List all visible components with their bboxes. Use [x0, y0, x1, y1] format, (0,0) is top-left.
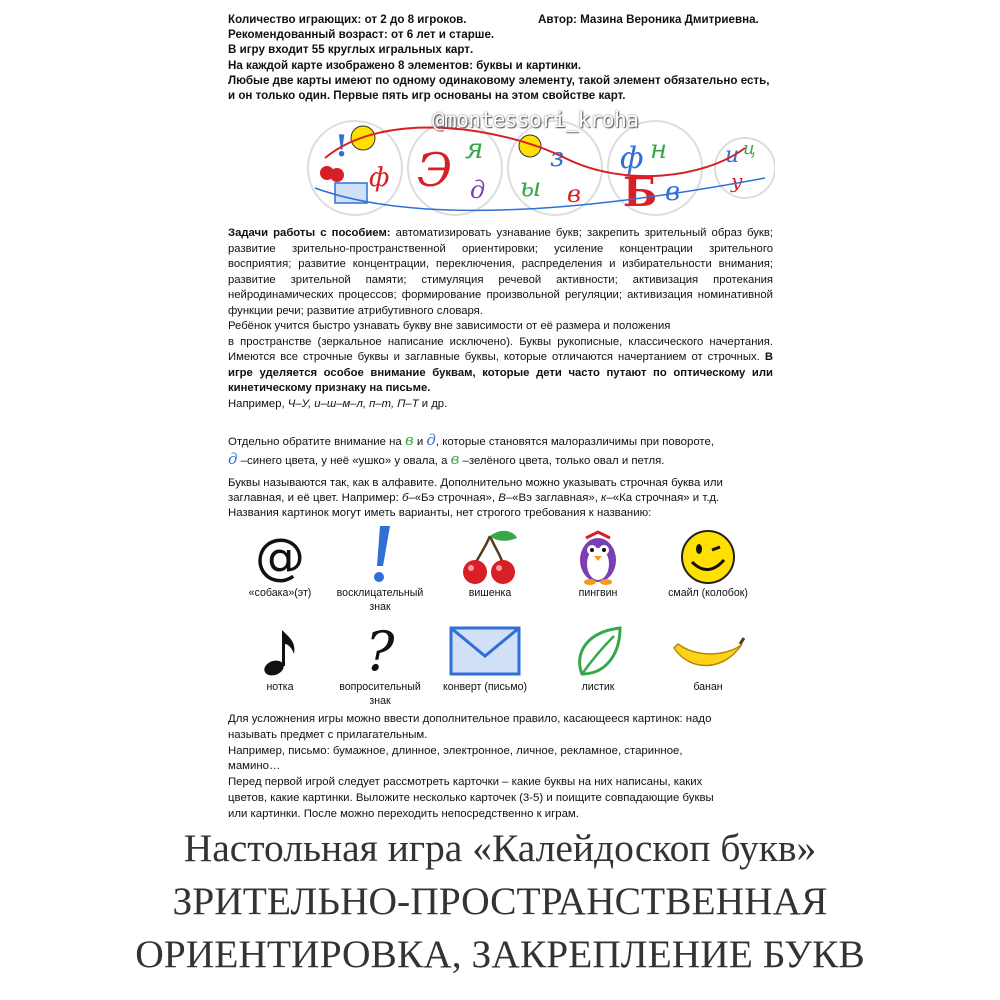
cards-illustration	[305, 118, 775, 218]
picture-question	[328, 620, 432, 708]
bottom-p3-line1: Перед первой игрой следует рассмотреть карточки – какие буквы на них написаны, каких	[228, 776, 703, 789]
picture-smiley	[656, 528, 760, 600]
picture-envelope	[433, 622, 537, 694]
cherry-icon	[455, 528, 525, 586]
exclamation-icon	[350, 522, 410, 586]
svg-text:я: я	[465, 132, 484, 165]
svg-text:у: у	[731, 169, 743, 193]
bottom-p1-line1: Для усложнения игры можно ввести дополнительное правило, касающееся картинок: надо	[228, 713, 712, 725]
picture-label: конверт (письмо)	[442, 681, 528, 693]
picture-penguin	[546, 528, 650, 600]
intro-block	[228, 12, 776, 103]
note-text-a: Отдельно обратите внимание на	[228, 436, 405, 448]
learn-paragraph	[228, 335, 773, 397]
example-prefix: Например,	[228, 397, 288, 410]
leaf-icon	[568, 624, 628, 680]
example-suffix: и др.	[418, 397, 448, 410]
bottom-block	[228, 712, 773, 823]
footer-line-2: ЗРИТЕЛЬНО-ПРОСТРАНСТВЕННАЯ	[172, 879, 828, 923]
elements-desc: На каждой карте изображено 8 элементов: буквы и картинки.	[228, 58, 582, 72]
svg-text:и: и	[725, 143, 740, 168]
card-circle-2	[408, 121, 502, 215]
cards-count	[228, 42, 776, 57]
picture-label: смайл (колобок)	[668, 587, 748, 599]
example-line	[228, 397, 773, 413]
question-icon	[350, 620, 410, 680]
names-text-d: –«Ка строчная» и т.д.	[606, 492, 720, 505]
note-line-1	[228, 432, 773, 451]
at-sign-icon	[250, 528, 310, 586]
tasks-paragraph	[228, 226, 773, 319]
note-text-c: –синего цвета, у неё «ушко» у овала, а	[237, 455, 451, 467]
pictures-grid	[228, 528, 776, 708]
footer-line-1: Настольная игра «Калейдоскоп букв»	[183, 826, 817, 870]
picture-label: нотка	[266, 681, 294, 693]
names-line-2	[228, 491, 773, 506]
svg-text:в: в	[567, 180, 581, 208]
picture-exclamation	[328, 522, 432, 614]
svg-text:?: ?	[365, 620, 395, 680]
music-note-icon	[250, 624, 310, 680]
tasks-text: автоматизировать узнавание букв; закрепить зрительный образ букв; развитие зрительно-пространственной ориентировки; усиление концентрации зрительного восприятия; развитие концентрации, переключения, распределения и избирательности внимания; развитие зрительной памяти; стимуляция речевой активности; активизация протекания нейродинамических процессов; формирование произвольной регуляции; активизация номинативной функции речи; развитие атрибутивного словаря.	[228, 227, 773, 317]
picture-leaf	[546, 624, 650, 694]
card-circle-4	[608, 121, 702, 216]
picture-label: листик	[581, 681, 615, 693]
note-line-2	[228, 451, 773, 470]
picture-note	[228, 624, 332, 694]
footer-title	[0, 822, 1000, 981]
age-recommendation: Рекомендованный возраст: от 6 лет и старше.	[228, 28, 495, 42]
banana-icon	[670, 624, 746, 680]
naming-block	[228, 476, 773, 522]
svg-text:ф: ф	[620, 141, 644, 176]
envelope-icon	[447, 622, 523, 680]
svg-text:Э: Э	[417, 143, 453, 197]
svg-text:н: н	[650, 135, 668, 165]
watermark: @montessori_kroha	[432, 108, 639, 132]
svg-text:ф: ф	[369, 163, 390, 193]
blue-letter-d-2: д	[228, 450, 238, 468]
svg-text:в: в	[665, 177, 681, 207]
players-count: Количество играющих: от 2 до 8 игроков.	[228, 13, 467, 26]
note-text-b: , которые становятся малоразличимы при повороте,	[435, 436, 715, 448]
picture-label: банан	[693, 681, 723, 693]
card-circle-5	[715, 138, 775, 198]
names-text-a: заглавная, и её цвет. Например:	[228, 492, 402, 505]
learn-line-1: Ребёнок учится быстро узнавать букву вне зависимости от её размера и положения	[228, 320, 671, 332]
picture-label: «собака»(эт)	[248, 587, 312, 599]
author: Автор: Мазина Вероника Дмитриевна.	[538, 13, 759, 26]
names-letter-2: В	[498, 492, 506, 505]
svg-text:Б: Б	[623, 169, 658, 216]
rule-line-2: и он только один. Первые пять игр основаны на этом свойстве карт.	[228, 89, 626, 103]
rule-line-1: Любые две карты имеют по одному одинаковому элементу, такой элемент обязательно есть,	[228, 73, 770, 87]
picture-cherry	[438, 528, 542, 600]
bottom-p1-line2: называть предмет с прилагательным.	[228, 728, 428, 741]
example-letters: Ч–У, и–ш–м–л, п–т, П–Т	[287, 397, 419, 410]
names-text-b: –«Бэ строчная»,	[408, 492, 499, 505]
tasks-heading: Задачи работы с пособием:	[228, 227, 391, 239]
picture-at	[228, 528, 332, 600]
svg-text:!: !	[335, 129, 349, 164]
green-letter-v: в	[404, 431, 414, 449]
learn-text: в пространстве (зеркальное написание исключено). Буквы рукописные, классического начертания. Имеются все строчные буквы и заглавные буквы, которые отличаются начертанием от строчных.	[228, 335, 773, 363]
picture-banana	[656, 624, 760, 694]
cards-suffix: .	[469, 43, 474, 57]
blue-letter-d: д	[426, 431, 436, 449]
note-and: и	[413, 436, 427, 448]
learn-bold: В игре уделяется особое внимание буквам, которые дети часто путают по оптическому или кинетическому признаку на письме.	[228, 351, 773, 394]
names-letter-3: к	[601, 492, 607, 505]
names-text-c: –«Вэ заглавная»,	[505, 492, 602, 505]
bottom-p3-line3: или картинки. После можно переходить непосредственно к играм.	[228, 807, 579, 820]
green-letter-v-2: в	[450, 450, 460, 468]
cards-bold: 55 круглых игральных карт	[311, 43, 470, 57]
cards-prefix: В игру входит	[228, 43, 312, 57]
svg-text:д: д	[470, 176, 486, 204]
letters-note	[228, 432, 773, 470]
card-circle-1	[308, 121, 402, 215]
picture-label: пингвин	[578, 587, 618, 599]
bottom-p2-line2: мамино…	[228, 760, 281, 773]
bottom-p2-line1: Например, письмо: бумажное, длинное, электронное, личное, рекламное, старинное,	[228, 744, 683, 757]
picture-label: восклицательный знак	[336, 587, 424, 613]
picture-label: вишенка	[468, 587, 512, 599]
footer-line-3: ОРИЕНТИРОВКА, ЗАКРЕПЛЕНИЕ БУКВ	[135, 932, 865, 976]
names-letter-1: б	[401, 492, 409, 505]
note-text-d: –зелёного цвета, только овал и петля.	[459, 455, 665, 467]
smiley-icon	[676, 528, 740, 586]
svg-text:ы: ы	[520, 173, 542, 203]
svg-text:@: @	[255, 528, 305, 586]
meta-row	[228, 12, 776, 27]
svg-text:ц: ц	[743, 138, 756, 159]
bottom-p3-line2: цветов, какие картинки. Выложите несколько карточек (3-5) и поищите совпадающие буквы	[228, 791, 714, 804]
names-line-3: Названия картинок могут иметь варианты, нет строгого требования к названию:	[228, 507, 652, 520]
svg-text:з: з	[550, 143, 565, 173]
penguin-icon	[568, 528, 628, 586]
tasks-block	[228, 226, 773, 412]
picture-label: вопросительный знак	[339, 681, 421, 707]
names-line-1: Буквы называются так, как в алфавите. Дополнительно можно указывать строчная буква или	[228, 477, 723, 489]
